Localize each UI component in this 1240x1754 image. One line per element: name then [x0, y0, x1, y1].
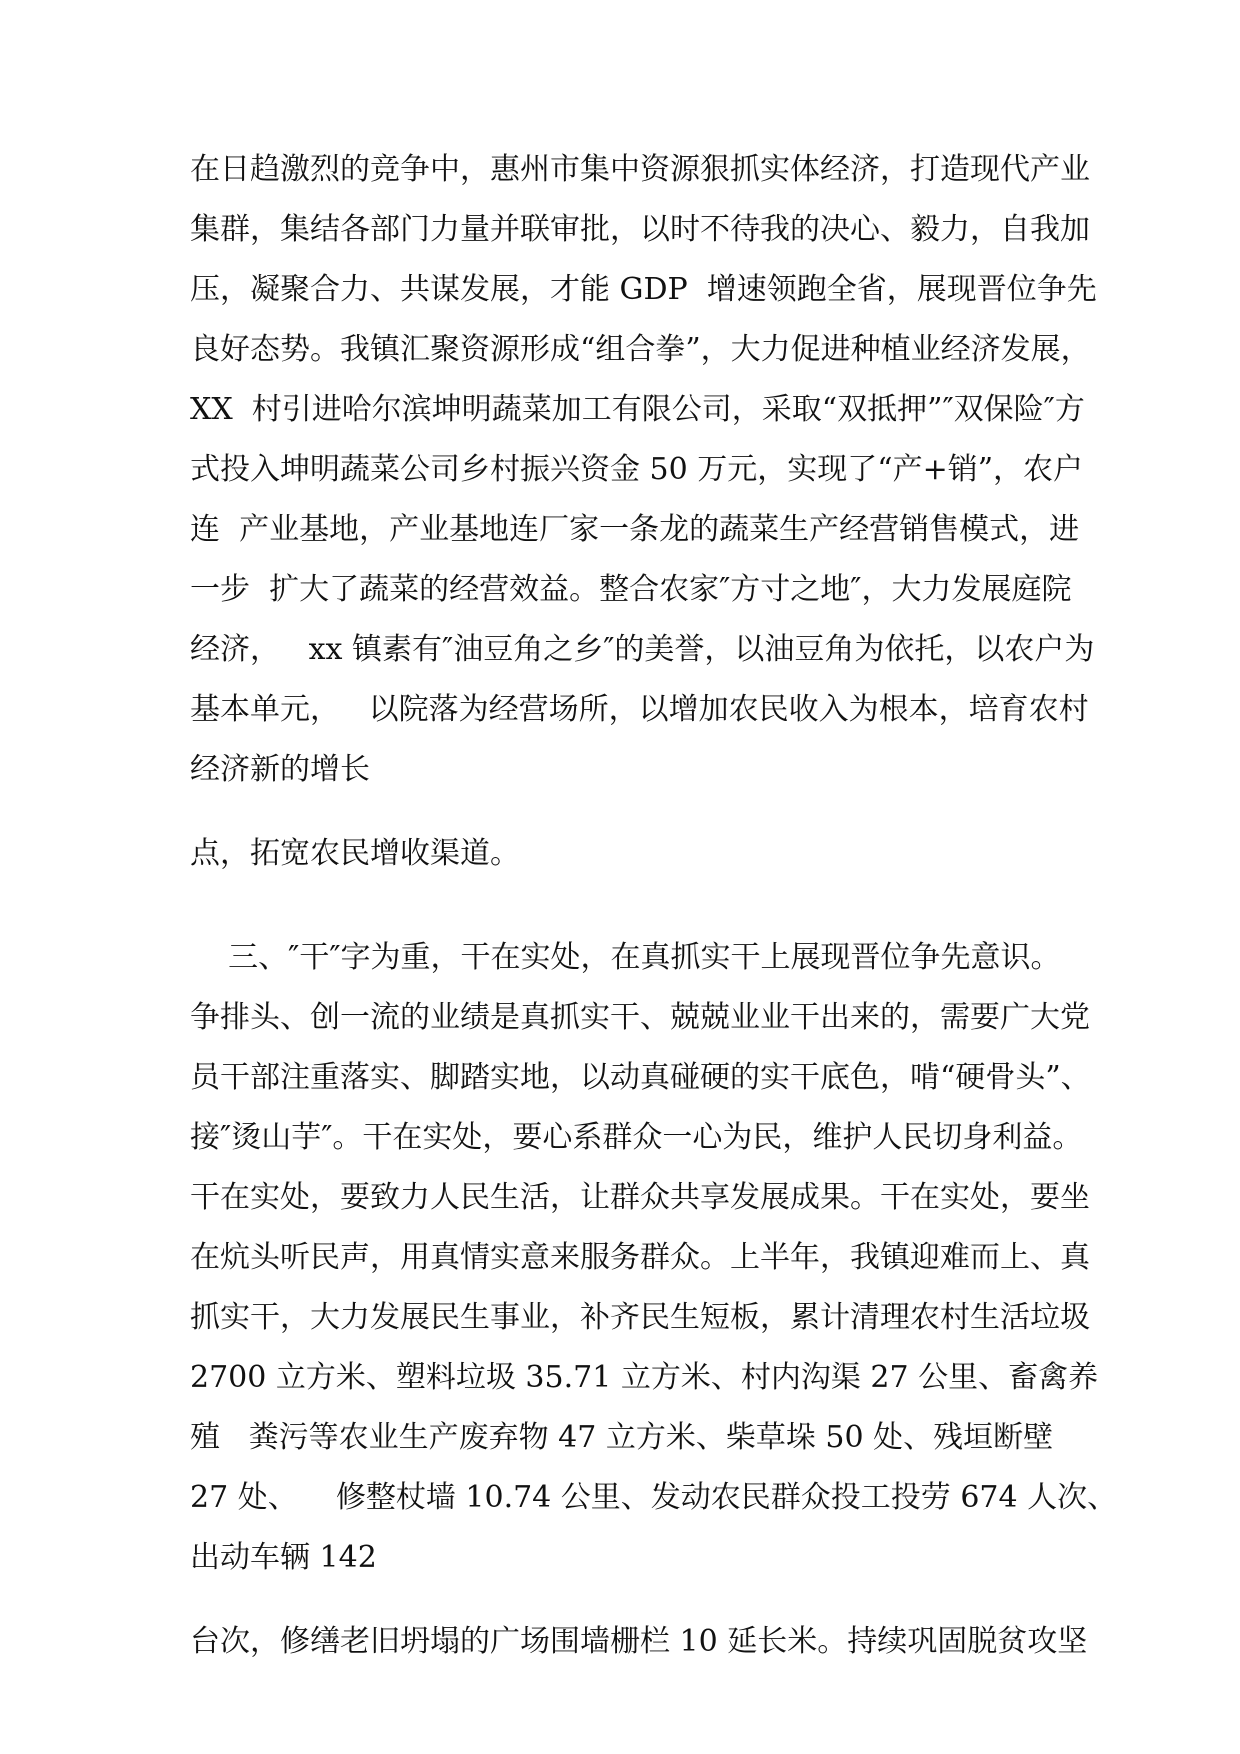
- text-line: 员干部注重落实、脚踏实地，以动真碰硬的实干底色，啃“硬骨头”、: [190, 1060, 1091, 1095]
- text-line: 集群，集结各部门力量并联审批，以时不待我的决心、毅力，自我加: [190, 212, 1090, 247]
- text-line: 争排头、创一流的业绩是真抓实干、兢兢业业干出来的，需要广大党: [190, 1000, 1090, 1035]
- text-line: 台次，修缮老旧坍塌的广场围墙栅栏 10 延长米。持续巩固脱贫攻坚: [190, 1624, 1088, 1659]
- text-line: 在日趋激烈的竞争中，惠州市集中资源狠抓实体经济，打造现代产业: [190, 152, 1090, 187]
- text-line: 接″烫山芋″。干在实处，要心系群众一心为民，维护人民切身利益。: [190, 1120, 1083, 1155]
- text-line: 压，凝聚合力、共谋发展，才能 GDP 增速领跑全省，展现晋位争先: [190, 272, 1097, 307]
- text-line: 经济新的增长: [190, 752, 370, 787]
- text-line: 在炕头听民声，用真情实意来服务群众。上半年，我镇迎难而上、真: [190, 1240, 1090, 1275]
- text-line: 点，拓宽农民增收渠道。: [190, 836, 520, 871]
- text-line: 良好态势。我镇汇聚资源形成“组合拳”，大力促进种植业经济发展，: [190, 332, 1091, 367]
- text-line: 出动车辆 142: [190, 1540, 377, 1575]
- text-line: 27 处、 修整杖墙 10.74 公里、发动农民群众投工投劳 674 人次、: [190, 1480, 1118, 1515]
- text-line: 抓实干，大力发展民生事业，补齐民生短板，累计清理农村生活垃圾: [190, 1300, 1090, 1335]
- text-line: 式投入坤明蔬菜公司乡村振兴资金 50 万元，实现了“产+销”，农户: [190, 452, 1084, 487]
- text-line: 殖 粪污等农业生产废弃物 47 立方米、柴草垛 50 处、残垣断壁: [190, 1420, 1054, 1455]
- text-line: XX 村引进哈尔滨坤明蔬菜加工有限公司，采取“双抵押”″双保险″方: [190, 392, 1085, 427]
- text-line: 经济， xx 镇素有″油豆角之乡″的美誉，以油豆角为依托，以农户为: [190, 632, 1095, 667]
- text-line: 2700 立方米、塑料垃圾 35.71 立方米、村内沟渠 27 公里、畜禽养: [190, 1360, 1099, 1395]
- text-line: 一步 扩大了蔬菜的经营效益。整合农家″方寸之地″，大力发展庭院: [190, 572, 1072, 607]
- section-heading: 三、″干″字为重，干在实处，在真抓实干上展现晋位争先意识。: [190, 940, 1061, 975]
- text-line: 基本单元， 以院落为经营场所，以增加农民收入为根本，培育农村: [190, 692, 1089, 727]
- text-line: 连 产业基地，产业基地连厂家一条龙的蔬菜生产经营销售模式，进: [190, 512, 1080, 547]
- text-line: 干在实处，要致力人民生活，让群众共享发展成果。干在实处，要坐: [190, 1180, 1090, 1215]
